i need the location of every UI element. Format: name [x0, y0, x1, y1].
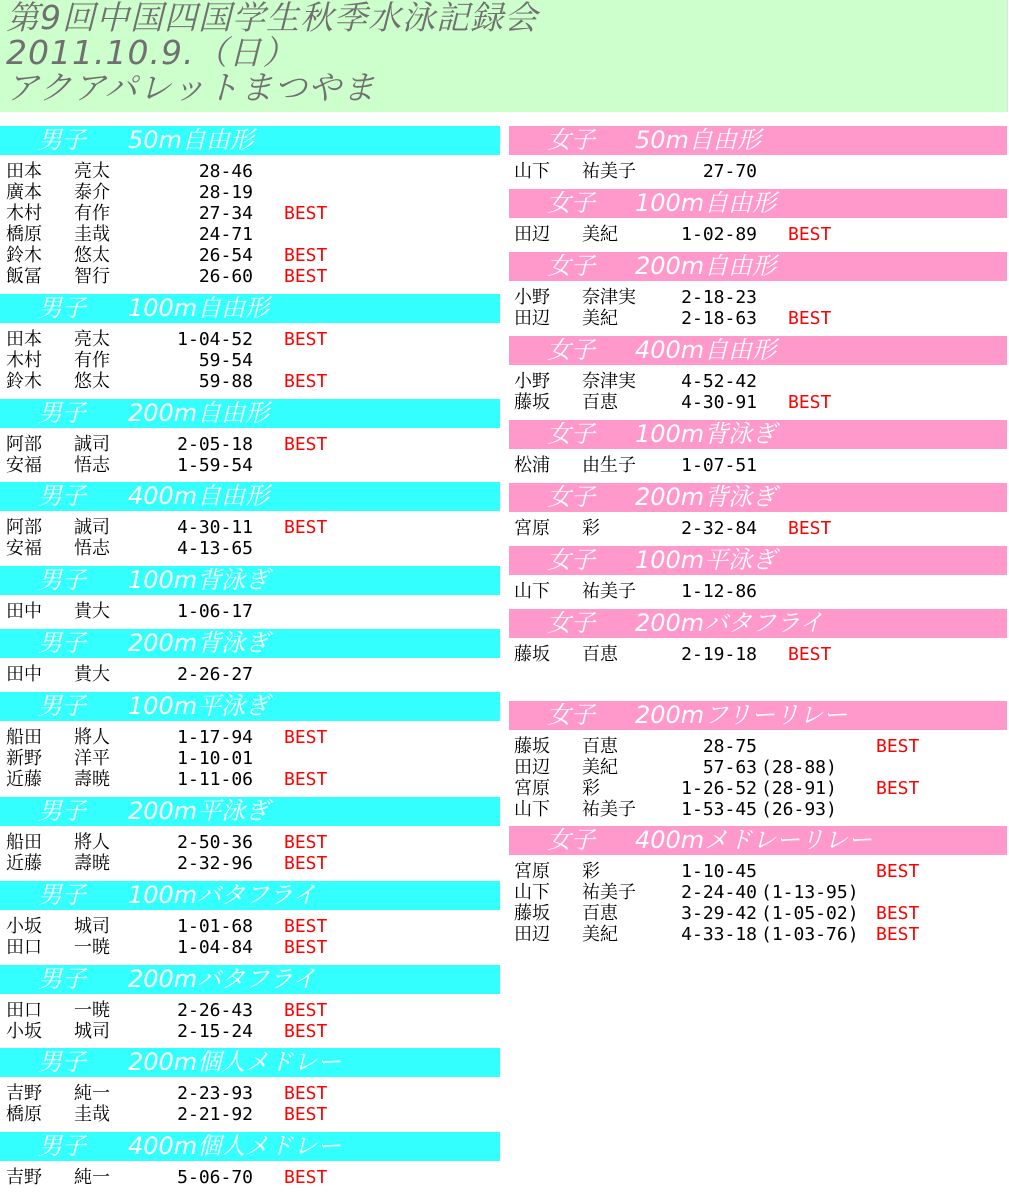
result-time: 57-63 — [702, 757, 757, 778]
result-row — [6, 517, 496, 538]
given-name: 城司 — [74, 1021, 110, 1042]
given-name: 貴大 — [74, 601, 110, 622]
surname: 田本 — [6, 329, 42, 350]
result-row — [514, 757, 1004, 778]
surname: 田辺 — [514, 224, 550, 245]
result-time: 2-05-18 — [177, 434, 253, 455]
result-time: 1-10-01 — [177, 748, 253, 769]
result-time: 2-26-27 — [177, 664, 253, 685]
surname: 田辺 — [514, 308, 550, 329]
event-gender: 男子 — [38, 797, 86, 825]
given-name: 彩 — [582, 518, 600, 539]
result-time: 2-26-43 — [177, 1000, 253, 1021]
surname: 橋原 — [6, 1104, 42, 1125]
best-badge: BEST — [284, 937, 328, 958]
event-gender: 男子 — [38, 1132, 86, 1160]
result-time: 2-24-40 — [681, 882, 757, 903]
surname: 山下 — [514, 581, 550, 602]
surname: 山下 — [514, 161, 550, 182]
result-row — [6, 371, 496, 392]
given-name: 一暁 — [74, 1000, 110, 1021]
meet-title: 第9回中国四国学生秋季水泳記録会 — [6, 0, 538, 37]
event-name: 200mバタフライ — [635, 609, 824, 637]
result-time: 24-71 — [198, 224, 253, 245]
result-time: 1-11-06 — [177, 769, 253, 790]
surname: 山下 — [514, 882, 550, 903]
result-time: 2-18-23 — [681, 287, 757, 308]
best-badge: BEST — [284, 203, 328, 224]
best-badge: BEST — [284, 1000, 328, 1021]
result-row — [6, 727, 496, 748]
event-gender: 男子 — [38, 294, 86, 322]
event-gender: 女子 — [547, 126, 595, 154]
given-name: 百恵 — [582, 392, 618, 413]
surname: 藤坂 — [514, 903, 550, 924]
result-row — [514, 861, 1004, 882]
event-name: 100m平泳ぎ — [128, 692, 270, 720]
result-row — [6, 245, 496, 266]
result-row — [514, 799, 1004, 820]
surname: 藤坂 — [514, 392, 550, 413]
surname: 松浦 — [514, 455, 550, 476]
result-time: 59-54 — [198, 350, 253, 371]
result-row — [6, 203, 496, 224]
result-row — [6, 455, 496, 476]
event-name: 200m個人メドレー — [128, 1048, 342, 1076]
event-name: 50m自由形 — [635, 126, 761, 154]
event-header-bar — [0, 965, 500, 994]
surname: 田口 — [6, 1000, 42, 1021]
event-name: 200mフリーリレー — [635, 701, 848, 729]
result-row — [514, 778, 1004, 799]
given-name: 圭哉 — [74, 1104, 110, 1125]
given-name: 壽暁 — [74, 769, 110, 790]
event-header-bar — [0, 126, 500, 155]
event-gender: 女子 — [547, 701, 595, 729]
surname: 田本 — [6, 161, 42, 182]
surname: 橋原 — [6, 224, 42, 245]
result-row — [6, 1167, 496, 1188]
given-name: 美紀 — [582, 924, 618, 945]
given-name: 亮太 — [74, 329, 110, 350]
surname: 小坂 — [6, 1021, 42, 1042]
result-time: 5-06-70 — [177, 1167, 253, 1188]
given-name: 百恵 — [582, 644, 618, 665]
best-badge: BEST — [284, 769, 328, 790]
event-header-bar — [509, 609, 1007, 638]
event-name: 400mメドレーリレー — [635, 826, 873, 854]
best-badge: BEST — [788, 308, 832, 329]
surname: 田辺 — [514, 924, 550, 945]
given-name: 彩 — [582, 778, 600, 799]
result-row — [514, 924, 1004, 945]
event-gender: 男子 — [38, 1048, 86, 1076]
event-header-bar — [509, 189, 1007, 218]
result-row — [6, 664, 496, 685]
given-name: 誠司 — [74, 434, 110, 455]
meet-header — [0, 0, 1008, 112]
result-row — [6, 601, 496, 622]
best-badge: BEST — [876, 861, 920, 882]
given-name: 由生子 — [582, 455, 636, 476]
event-gender: 男子 — [38, 482, 86, 510]
surname: 小野 — [514, 371, 550, 392]
split-time: (1-03-76) — [761, 924, 859, 945]
event-header-bar — [0, 1048, 500, 1077]
event-header-bar — [0, 482, 500, 511]
surname: 近藤 — [6, 853, 42, 874]
given-name: 純一 — [74, 1083, 110, 1104]
result-row — [6, 769, 496, 790]
surname: 木村 — [6, 203, 42, 224]
given-name: 洋平 — [74, 748, 110, 769]
given-name: 百恵 — [582, 903, 618, 924]
given-name: 誠司 — [74, 517, 110, 538]
result-row — [6, 350, 496, 371]
surname: 宮原 — [514, 518, 550, 539]
result-row — [514, 882, 1004, 903]
best-badge: BEST — [788, 392, 832, 413]
best-badge: BEST — [284, 916, 328, 937]
given-name: 祐美子 — [582, 581, 636, 602]
event-header-bar — [0, 1132, 500, 1161]
result-time: 28-19 — [198, 182, 253, 203]
given-name: 有作 — [74, 350, 110, 371]
result-time: 1-17-94 — [177, 727, 253, 748]
given-name: 奈津実 — [582, 287, 636, 308]
result-row — [6, 434, 496, 455]
surname: 宮原 — [514, 861, 550, 882]
given-name: 泰介 — [74, 182, 110, 203]
given-name: 百恵 — [582, 736, 618, 757]
event-header-bar — [509, 701, 1007, 730]
best-badge: BEST — [284, 1167, 328, 1188]
result-row — [514, 903, 1004, 924]
given-name: 悠太 — [74, 245, 110, 266]
event-header-bar — [0, 881, 500, 910]
surname: 安福 — [6, 538, 42, 559]
best-badge: BEST — [284, 832, 328, 853]
meet-date: 2011.10.9.（日） — [6, 33, 297, 72]
surname: 鈴木 — [6, 371, 42, 392]
result-row — [514, 581, 1004, 602]
event-header-bar — [509, 546, 1007, 575]
best-badge: BEST — [284, 434, 328, 455]
result-row — [514, 308, 1004, 329]
surname: 宮原 — [514, 778, 550, 799]
result-time: 2-18-63 — [681, 308, 757, 329]
result-time: 28-75 — [702, 736, 757, 757]
given-name: 智行 — [74, 266, 110, 287]
result-row — [6, 1083, 496, 1104]
best-badge: BEST — [284, 853, 328, 874]
result-row — [6, 916, 496, 937]
given-name: 祐美子 — [582, 799, 636, 820]
surname: 木村 — [6, 350, 42, 371]
result-row — [514, 224, 1004, 245]
event-gender: 女子 — [547, 252, 595, 280]
result-time: 26-60 — [198, 266, 253, 287]
result-row — [6, 1000, 496, 1021]
best-badge: BEST — [788, 518, 832, 539]
result-time: 2-23-93 — [177, 1083, 253, 1104]
event-gender: 女子 — [547, 189, 595, 217]
event-header-bar — [0, 294, 500, 323]
event-name: 200m背泳ぎ — [635, 483, 777, 511]
event-name: 400m自由形 — [635, 336, 777, 364]
best-badge: BEST — [284, 1104, 328, 1125]
event-header-bar — [509, 483, 1007, 512]
event-gender: 男子 — [38, 965, 86, 993]
event-gender: 男子 — [38, 566, 86, 594]
result-row — [514, 392, 1004, 413]
event-name: 200mバタフライ — [128, 965, 317, 993]
surname: 吉野 — [6, 1083, 42, 1104]
given-name: 美紀 — [582, 308, 618, 329]
result-time: 2-32-96 — [177, 853, 253, 874]
event-header-bar — [509, 420, 1007, 449]
result-row — [514, 161, 1004, 182]
surname: 船田 — [6, 727, 42, 748]
surname: 藤坂 — [514, 644, 550, 665]
best-badge: BEST — [876, 778, 920, 799]
result-row — [6, 937, 496, 958]
given-name: 城司 — [74, 916, 110, 937]
result-row — [514, 518, 1004, 539]
given-name: 將人 — [74, 832, 110, 853]
surname: 廣本 — [6, 182, 42, 203]
event-gender: 女子 — [547, 420, 595, 448]
result-time: 2-50-36 — [177, 832, 253, 853]
split-time: (1-05-02) — [761, 903, 859, 924]
best-badge: BEST — [788, 644, 832, 665]
event-header-bar — [0, 692, 500, 721]
split-time: (1-13-95) — [761, 882, 859, 903]
given-name: 將人 — [74, 727, 110, 748]
surname: 阿部 — [6, 434, 42, 455]
event-gender: 女子 — [547, 546, 595, 574]
event-gender: 女子 — [547, 336, 595, 364]
surname: 船田 — [6, 832, 42, 853]
event-name: 400m自由形 — [128, 482, 270, 510]
best-badge: BEST — [284, 245, 328, 266]
result-row — [6, 538, 496, 559]
result-time: 1-10-45 — [681, 861, 757, 882]
result-time: 2-15-24 — [177, 1021, 253, 1042]
result-time: 1-07-51 — [681, 455, 757, 476]
given-name: 壽暁 — [74, 853, 110, 874]
result-time: 2-21-92 — [177, 1104, 253, 1125]
result-time: 4-13-65 — [177, 538, 253, 559]
event-gender: 男子 — [38, 692, 86, 720]
event-gender: 男子 — [38, 881, 86, 909]
meet-venue: アクアパレットまつやま — [6, 68, 377, 107]
event-header-bar — [509, 252, 1007, 281]
event-name: 200m背泳ぎ — [128, 629, 270, 657]
given-name: 美紀 — [582, 757, 618, 778]
result-time: 4-33-18 — [681, 924, 757, 945]
event-name: 100m背泳ぎ — [128, 566, 270, 594]
surname: 田辺 — [514, 757, 550, 778]
given-name: 圭哉 — [74, 224, 110, 245]
event-header-bar — [0, 629, 500, 658]
result-time: 4-30-91 — [681, 392, 757, 413]
result-time: 1-04-52 — [177, 329, 253, 350]
event-name: 400m個人メドレー — [128, 1132, 342, 1160]
best-badge: BEST — [788, 224, 832, 245]
event-gender: 女子 — [547, 483, 595, 511]
result-time: 1-04-84 — [177, 937, 253, 958]
result-row — [514, 736, 1004, 757]
result-time: 1-59-54 — [177, 455, 253, 476]
result-row — [6, 161, 496, 182]
result-row — [6, 329, 496, 350]
surname: 田中 — [6, 664, 42, 685]
result-time: 4-30-11 — [177, 517, 253, 538]
given-name: 奈津実 — [582, 371, 636, 392]
result-time: 2-32-84 — [681, 518, 757, 539]
result-time: 1-06-17 — [177, 601, 253, 622]
best-badge: BEST — [284, 517, 328, 538]
given-name: 貴大 — [74, 664, 110, 685]
event-name: 100m背泳ぎ — [635, 420, 777, 448]
best-badge: BEST — [284, 727, 328, 748]
given-name: 悟志 — [74, 455, 110, 476]
event-gender: 女子 — [547, 826, 595, 854]
result-row — [6, 853, 496, 874]
result-time: 2-19-18 — [681, 644, 757, 665]
result-time: 26-54 — [198, 245, 253, 266]
split-time: (28-88) — [761, 757, 837, 778]
surname: 鈴木 — [6, 245, 42, 266]
best-badge: BEST — [284, 329, 328, 350]
given-name: 祐美子 — [582, 161, 636, 182]
best-badge: BEST — [876, 903, 920, 924]
result-row — [6, 224, 496, 245]
given-name: 祐美子 — [582, 882, 636, 903]
event-header-bar — [0, 797, 500, 826]
result-time: 28-46 — [198, 161, 253, 182]
event-name: 100m自由形 — [128, 294, 270, 322]
result-row — [6, 1104, 496, 1125]
given-name: 亮太 — [74, 161, 110, 182]
result-row — [6, 748, 496, 769]
result-time: 27-70 — [702, 161, 757, 182]
best-badge: BEST — [876, 736, 920, 757]
result-row — [514, 371, 1004, 392]
given-name: 美紀 — [582, 224, 618, 245]
given-name: 純一 — [74, 1167, 110, 1188]
event-name: 200m自由形 — [128, 399, 270, 427]
given-name: 彩 — [582, 861, 600, 882]
result-row — [514, 455, 1004, 476]
event-name: 200m自由形 — [635, 252, 777, 280]
given-name: 悠太 — [74, 371, 110, 392]
result-time: 1-12-86 — [681, 581, 757, 602]
surname: 飯冨 — [6, 266, 42, 287]
surname: 新野 — [6, 748, 42, 769]
given-name: 一暁 — [74, 937, 110, 958]
result-time: 59-88 — [198, 371, 253, 392]
event-name: 200m平泳ぎ — [128, 797, 270, 825]
event-name: 100m自由形 — [635, 189, 777, 217]
surname: 小坂 — [6, 916, 42, 937]
surname: 阿部 — [6, 517, 42, 538]
surname: 小野 — [514, 287, 550, 308]
event-gender: 男子 — [38, 629, 86, 657]
surname: 田中 — [6, 601, 42, 622]
best-badge: BEST — [284, 1083, 328, 1104]
given-name: 悟志 — [74, 538, 110, 559]
result-time: 27-34 — [198, 203, 253, 224]
result-time: 1-26-52 — [681, 778, 757, 799]
surname: 近藤 — [6, 769, 42, 790]
event-name: 100m平泳ぎ — [635, 546, 777, 574]
result-time: 1-01-68 — [177, 916, 253, 937]
best-badge: BEST — [284, 1021, 328, 1042]
surname: 藤坂 — [514, 736, 550, 757]
result-time: 4-52-42 — [681, 371, 757, 392]
result-row — [6, 266, 496, 287]
event-header-bar — [509, 126, 1007, 155]
surname: 山下 — [514, 799, 550, 820]
event-name: 100mバタフライ — [128, 881, 317, 909]
result-time: 1-53-45 — [681, 799, 757, 820]
surname: 吉野 — [6, 1167, 42, 1188]
given-name: 有作 — [74, 203, 110, 224]
split-time: (26-93) — [761, 799, 837, 820]
best-badge: BEST — [876, 924, 920, 945]
result-row — [514, 644, 1004, 665]
split-time: (28-91) — [761, 778, 837, 799]
event-gender: 男子 — [38, 126, 86, 154]
event-header-bar — [509, 336, 1007, 365]
event-header-bar — [509, 826, 1007, 855]
best-badge: BEST — [284, 266, 328, 287]
event-header-bar — [0, 399, 500, 428]
result-time: 1-02-89 — [681, 224, 757, 245]
result-time: 3-29-42 — [681, 903, 757, 924]
best-badge: BEST — [284, 371, 328, 392]
event-gender: 男子 — [38, 399, 86, 427]
event-gender: 女子 — [547, 609, 595, 637]
result-row — [6, 1021, 496, 1042]
result-row — [514, 287, 1004, 308]
surname: 田口 — [6, 937, 42, 958]
event-name: 50m自由形 — [128, 126, 254, 154]
surname: 安福 — [6, 455, 42, 476]
result-row — [6, 832, 496, 853]
result-row — [6, 182, 496, 203]
event-header-bar — [0, 566, 500, 595]
